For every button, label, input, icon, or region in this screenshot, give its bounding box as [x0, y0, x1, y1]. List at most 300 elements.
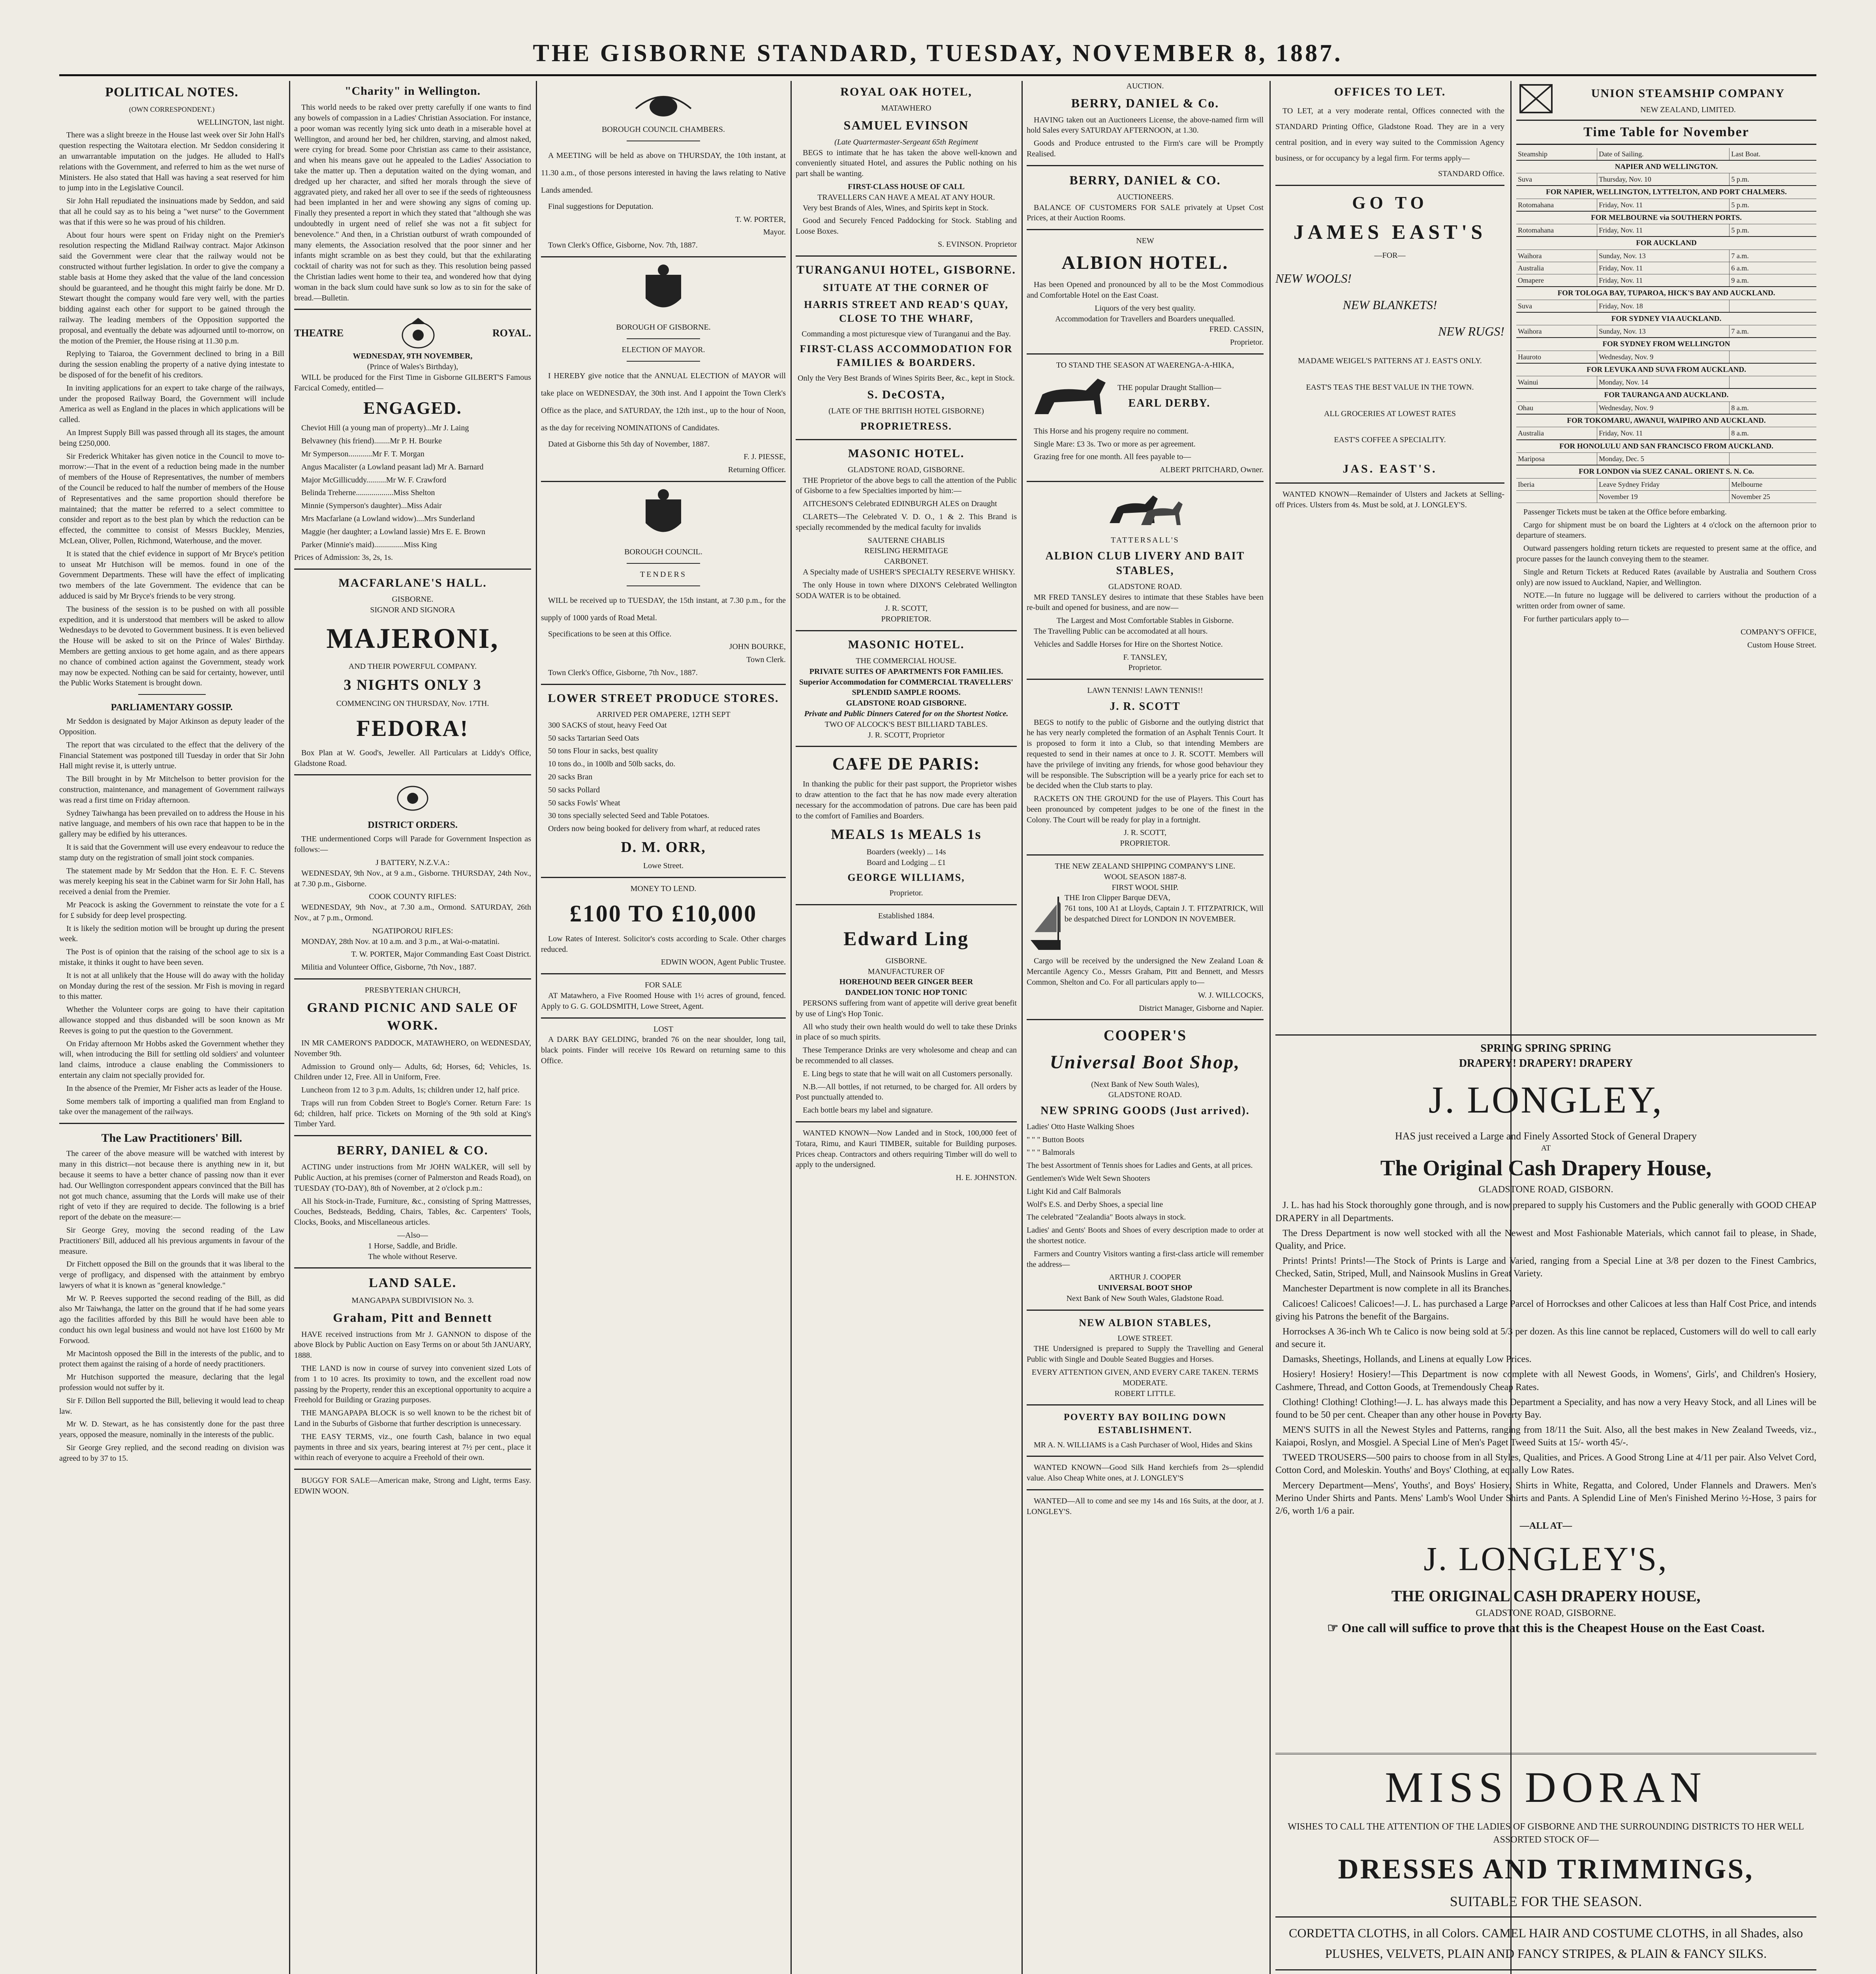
berry-text: HAVING taken out an Auctioneers License, the above-named firm will hold Sales every SATURDAY AFTERNOON, at 1.30.: [1027, 115, 1264, 135]
paragraph: In inviting applications for an expert to take charge of the railways, under the proposed Railway Board, the Government will include America as well as England in the places in which applications will be called.: [59, 383, 284, 424]
stores-title: LOWER STREET PRODUCE STORES.: [548, 691, 779, 705]
stock-item: 50 tons Flour in sacks, best quality: [548, 747, 658, 756]
hotel-title: TURANGANUI HOTEL, GISBORNE.: [796, 263, 1016, 276]
longley-paragraph: Prints! Prints! Prints!—The Stock of Prints is Large and Varied, ranging from a Special Line at 3/8 per dozen to the Finest Cambrics, Checked, Satin, Striped, Mull, and Nainsook Muslins in Great Variety.: [1275, 1256, 1816, 1279]
specialty: CLARETS—The Celebrated V. D. O., 1 & 2. This Brand is specially recommended by the medical faculty for invalids: [796, 512, 1017, 532]
owner-title: PROPRIETOR.: [881, 615, 931, 624]
paragraph: Sir F. Dillon Bell supported the Bill, believing it would lead to cheap law.: [59, 1396, 284, 1416]
wine-line: SAUTERNE CHABLIS: [868, 536, 945, 545]
original-line: The Original Cash Drapery House,: [1380, 1156, 1712, 1181]
vehicles-line: Vehicles and Saddle Horses for Hire on the Shortest Notice.: [1034, 640, 1223, 649]
divider: [1027, 1019, 1264, 1020]
longley-paragraph: The Dress Department is now well stocked with all the Newest and Most Fashionable Materials, which cannot fail to please, in Shade, Quality, and Price.: [1275, 1228, 1816, 1251]
poverty-title: POVERTY BAY BOILING DOWN ESTABLISHMENT.: [1064, 1412, 1226, 1435]
private-dinners: Private and Public Dinners Catered for on the Shortest Notice.: [804, 709, 1008, 719]
madame-line: MADAME WEIGEL'S PATTERNS AT J. EAST'S ONLY.: [1298, 357, 1482, 366]
longley-body: [1275, 1199, 1816, 1517]
owner-late: (LATE OF THE BRITISH HOTEL GISBORNE): [828, 406, 984, 415]
theatre-sub: (Prince of Wales's Birthday),: [367, 362, 458, 372]
shoe-item: Ladies' Otto Haste Walking Shoes: [1027, 1122, 1134, 1131]
timetable-header-row: [1516, 148, 1816, 160]
timetable-notes: [1516, 507, 1816, 625]
column-seven: [1516, 81, 1816, 1028]
est-line: Established 1884.: [878, 912, 935, 921]
product-line: DANDELION TONIC HOP TONIC: [845, 988, 967, 997]
signature-title: Town Clerk.: [746, 655, 786, 664]
cast-line: Major McGillicuddy..........Mr W. F. Crawford: [301, 475, 447, 484]
timetable-dest-row: [1516, 465, 1816, 478]
longley-paragraph: MEN'S SUITS in all the Newest Styles and Patterns, ranging from 18/11 the Suit. Also, all the best makes in New Zealand Tweeds, viz., Kaiapoi, Roslyn, and Mosgiel. A Special Line of Men's Paget Tweed Suits at 15/- worth 45/-.: [1275, 1424, 1816, 1448]
divider: [796, 904, 1017, 905]
owner-name: J. R. SCOTT,: [885, 604, 928, 613]
timetable-dest-row: [1516, 312, 1816, 325]
picnic-title: GRAND PICNIC AND SALE OF WORK.: [307, 1000, 518, 1033]
corps-name: J BATTERY, N.Z.V.A.:: [376, 858, 450, 867]
column-rule: [289, 81, 290, 1974]
spring-row: [1275, 1041, 1816, 1056]
owner-late: (Late Quartermaster-Sergeant 65th Regiment: [834, 137, 978, 146]
wine-line: CARBONET.: [884, 557, 928, 566]
paragraph: Sir Frederick Whitaker has given notice in the Council to move to-morrow:—That in the event of a reduction being made in the number of members of the House of Representatives, the number of members of the Council be reduced to half the number of members of the House of Representatives and the same proportion should therefore be maintained; that the matter be referred to a select committee to consider and report as to the best plan by which the reduction can be effected, the committee to consist of Messrs Buckley, Menzies, McLean, Oliver, Pollen, Richmond, Waterhouse, and the mover.: [59, 452, 284, 545]
timetable-cell: Thursday, Nov. 10: [1597, 173, 1730, 186]
only-line: Only the Very Best Brands of Wines Spirits Beer, &c., kept in Stock.: [798, 373, 1015, 383]
timetable-cell: November 19: [1597, 490, 1730, 503]
situate-line: SITUATE AT THE CORNER OF: [823, 282, 990, 294]
owner-name: GEORGE WILLIAMS,: [847, 872, 965, 884]
paragraph: It is likely the sedition motion will be brought up during the present week.: [59, 924, 284, 944]
usc-header: [1516, 81, 1816, 116]
paragraph: Whether the Volunteer corps are going to have their capitation allowance stopped and thus disbanded will be soon known as Mr Reeves is going to put the question to the Government.: [59, 1005, 284, 1035]
paragraph: Mr Macintosh opposed the Bill in the interests of the public, and to protect them against the raising of a horde of needy practitioners.: [59, 1349, 284, 1369]
every-line: EVERY ATTENTION GIVEN, AND EVERY CARE TAKEN. TERMS MODERATE.: [1031, 1368, 1259, 1387]
meals-line: MEALS 1s MEALS 1s: [831, 826, 982, 842]
traps-text: Traps will run from Cobden Street to Bogle's Corner. Return Fare: 1s 6d; children, half price. Tickets on Morning of the 9th sold at King's Timber Yard.: [294, 1098, 531, 1129]
tenders-text: WILL be received up to TUESDAY, the 15th instant, at 7.30 p.m., for the supply of 1000 yards of Road Metal.: [541, 596, 786, 622]
office-line: Militia and Volunteer Office, Gisborne, 7th Nov., 1887.: [301, 963, 477, 972]
berry-title: BERRY, DANIEL & Co.: [1071, 96, 1219, 110]
cast-line: Belvawney (his friend)........Mr P. H. Bourke: [301, 437, 442, 446]
ling-text: All who study their own health would do well to take these Drinks in place of so much spirits.: [796, 1022, 1017, 1042]
signature: W. J. WILLCOCKS,: [1198, 991, 1264, 1000]
first-class: FIRST-CLASS HOUSE OF CALL: [848, 182, 965, 191]
divider: [627, 338, 700, 339]
tenders-title: TENDERS: [640, 570, 687, 579]
stallion-name: EARL DERBY.: [1128, 397, 1211, 410]
ling-text: PERSONS suffering from want of appetite will derive great benefit by use of Ling's Hop Tonic.: [796, 999, 1017, 1018]
col-header: Steamship: [1516, 148, 1597, 160]
owner-name: SAMUEL EVINSON: [843, 118, 969, 132]
timetable-row: [1516, 250, 1816, 262]
divider: [541, 877, 786, 878]
board-line: Board and Lodging ... £1: [866, 858, 946, 867]
pointing-hand-icon: ☞: [1327, 1621, 1339, 1635]
timetable-cell: Monday, Nov. 14: [1597, 376, 1730, 389]
hotel-addr: GLADSTONE ROAD, GISBORNE.: [847, 465, 965, 474]
section-title: "Charity" in Wellington.: [344, 84, 481, 98]
suitable-line: SUITABLE FOR THE SEASON.: [1450, 1893, 1642, 1910]
blankets-line: NEW BLANKETS!: [1343, 298, 1437, 312]
ship-icon: [1027, 893, 1061, 956]
next-line: (Next Bank of New South Wales),: [1091, 1080, 1199, 1089]
church-name: PRESBYTERIAN CHURCH,: [364, 986, 461, 995]
borough-title: BOROUGH OF GISBORNE.: [616, 323, 711, 332]
col-header: Date of Sailing.: [1597, 148, 1730, 160]
paragraph: Mr Hutchison supported the measure, declaring that the legal profession would not suffer by it.: [59, 1373, 284, 1392]
timetable-dest-row: [1516, 414, 1816, 427]
longley-title: J. LONGLEY,: [1428, 1079, 1664, 1121]
timetable-row: [1516, 376, 1816, 389]
groceries-line: ALL GROCERIES AT LOWEST RATES: [1324, 409, 1456, 418]
timetable-cell: Rotomahana: [1516, 224, 1597, 237]
paragraph: About four hours were spent on Friday night on the Premier's resolution respecting the Midland Railway contract. Major Atkinson said the Government were clear that the railway would not be constructed without further legislation. In order to give the company a stable basis at Home they asked that the value of the land concession should be guaranteed, and he thought this might fairly be done. Mr D. Stewart thought the company would fare very well, with the parties bidding against each other for support to be gained through the railway. The leading members of the Opposition supported the proposal, and eventually the debate was adjourned until to-morrow, on the motion of the Premier, the House rising at 11.30 p.m.: [59, 231, 284, 345]
cast-line: Maggie (her daughter; a Lowland lassie) Mrs E. E. Brown: [301, 527, 485, 536]
boarders-line: Boarders (weekly) ... 14s: [866, 847, 946, 856]
firstwool-line: FIRST WOOL SHIP.: [1112, 883, 1179, 892]
signature-title: Returning Officer.: [728, 465, 786, 475]
paragraph: Sir George Grey replied, and the second reading on division was agreed to by 37 to 15.: [59, 1443, 284, 1463]
timetable-cell: Suva: [1516, 173, 1597, 186]
land-sub: MANGAPAPA SUBDIVISION No. 3.: [351, 1296, 474, 1305]
paragraph: It is said that the Government will use every endeavour to reduce the stamp duty on the registration of small joint stock companies.: [59, 843, 284, 862]
picnic-text: IN MR CAMERON'S PADDOCK, MATAWHERO, on WEDNESDAY, November 9th.: [294, 1038, 531, 1058]
divider: [541, 684, 786, 685]
timetable-cell: Wednesday, Nov. 9: [1597, 351, 1730, 363]
timetable-destination: FOR SYDNEY VIA AUCKLAND.: [1516, 312, 1816, 325]
specialty: A Specialty made of USHER'S SPECIALTY RESERVE WHISKY.: [803, 567, 1015, 576]
usc-sub: NEW ZEALAND, LIMITED.: [1640, 105, 1736, 114]
hall-title: MACFARLANE'S HALL.: [338, 576, 487, 590]
divider: [627, 563, 700, 564]
cast-line: Angus Macalister (a Lowland peasant lad) Mr A. Barnard: [301, 462, 484, 471]
dateline: WELLINGTON, last night.: [197, 118, 284, 127]
divider: [627, 361, 700, 362]
paragraph: The report that was circulated to the effect that the delivery of the Financial Statement was postponed till Tuesday in order that Sir John Hall might revise it, is utterly untrue.: [59, 740, 284, 771]
divider: [294, 1267, 531, 1268]
usc-title: UNION STEAMSHIP COMPANY: [1591, 86, 1785, 100]
timetable-cell: Friday, Nov. 11: [1597, 274, 1730, 287]
chambers-title: BOROUGH COUNCIL CHAMBERS.: [601, 125, 725, 134]
tennis-text: RACKETS ON THE GROUND for the use of Players. This Court has been pronounced by competent judges to be one of the finest in the Colony. The Court will be ready for play in a fortnight.: [1027, 794, 1264, 824]
stock-item: 50 sacks Pollard: [548, 785, 600, 794]
stock-item: 300 SACKS of stout, heavy Feed Oat: [548, 721, 667, 730]
divider: [796, 746, 1017, 747]
divider: [1027, 1489, 1264, 1490]
paragraph: On Friday afternoon Mr Hobbs asked the Government whether they will, when introducing the Bill for settling old soldiers' and volunteer land claims, introduce a clause enabling the Commissioners to entertain any claim not specially provided for.: [59, 1039, 284, 1080]
timetable: [1516, 148, 1816, 503]
timetable-destination: NAPIER AND WELLINGTON.: [1516, 160, 1816, 173]
offices-text: TO LET, at a very moderate rental, Offices connected with the STANDARD Printing Office, Gladstone Road. They are in a very central position, and in every way suited to the Commission Agency business, or for occupancy by a legal firm. For terms apply—: [1275, 107, 1504, 163]
timetable-cell: 6 a.m.: [1730, 262, 1816, 274]
albion-club-title: ALBION CLUB LIVERY AND BAIT STABLES,: [1045, 550, 1245, 577]
addr-line: GLADSTONE ROAD, GISBORNE.: [1476, 1608, 1616, 1619]
timetable-dest-row: [1516, 160, 1816, 173]
signature: JOHN BOURKE,: [729, 642, 786, 651]
manuf-line: MANUFACTURER OF: [868, 967, 945, 976]
timetable-row: [1516, 402, 1816, 414]
divider: [1275, 1916, 1816, 1918]
timetable-cell: [1516, 490, 1597, 503]
drapery-row: [1275, 1056, 1816, 1071]
spring-goods: NEW SPRING GOODS (Just arrived).: [1040, 1105, 1250, 1117]
longley-paragraph: Manchester Department is now complete in all its Branches.: [1283, 1283, 1512, 1294]
cast-list: [294, 423, 531, 550]
specialty: The only House in town where DIXON'S Celebrated Wellington SODA WATER is to be obtained.: [796, 580, 1017, 600]
hotel-title: MASONIC HOTEL.: [848, 638, 965, 651]
divider: [1027, 854, 1264, 856]
wanted-ad: WANTED KNOWN—Remainder of Ulsters and Jackets at Selling-off Prices. Ulsters from 4s. Must be sold, at J. LONGLEY'S.: [1275, 490, 1504, 510]
road-line: GLADSTONE ROAD.: [1108, 1090, 1182, 1100]
good-line: Good and Securely Fenced Paddocking for Stock. Stabling and Loose Boxes.: [796, 216, 1017, 236]
new-line: NEW: [1136, 236, 1154, 246]
owner-name: ROBERT LITTLE.: [1114, 1389, 1176, 1398]
column-two: [294, 81, 531, 1974]
note: For further particulars apply to—: [1523, 614, 1629, 623]
paragraph: The Bill brought in by Mr Mitchelson to better provision for the construction, maintenance, and management of Government railways was read a first time on Friday afternoon.: [59, 775, 284, 805]
owner-name: J. R. SCOTT,: [1124, 828, 1166, 837]
wanted-ad: WANTED—All to come and see my 14s and 16s Suits, at the door, at J. LONGLEY'S.: [1027, 1497, 1264, 1516]
signors: SIGNOR AND SIGNORA: [370, 606, 455, 615]
column-rule: [1269, 81, 1271, 1974]
article-body: [294, 102, 531, 303]
timetable-destination: FOR HONOLULU AND SAN FRANCISCO FROM AUCKLAND.: [1516, 440, 1816, 453]
signature: STANDARD Office.: [1438, 169, 1504, 178]
deva-title: THE Iron Clipper Barque DEVA,: [1064, 893, 1170, 903]
timetable-cell: 8 a.m.: [1730, 402, 1816, 414]
stallion-block: [1027, 371, 1264, 426]
ling-text: These Temperance Drinks are very wholesome and cheap and can be recommended to all classes.: [796, 1046, 1017, 1066]
cordetta-text: CORDETTA CLOTHS, in all Colors. CAMEL HAIR AND COSTUME CLOTHS, in all Shades, also PLUSHES, VELVETS, PLAIN AND FANCY STRIPES, & PLAIN & FANCY SILKS.: [1288, 1926, 1803, 1961]
cast-line: Mr Symperson............Mr F. T. Morgan: [301, 450, 424, 459]
paragraph: The business of the session is to be pushed on with all possible expedition, and it is understood that members will be asked to allow Wednesdays to be devoted to Government business. It is even believed the House will be asked to sit on the Prince of Wales' Birthday. Members are getting anxious to get home again, and as there appears no chance of combined action against the Government, steady work may now be expected. Nothing can be said for certainty, however, until the Public Works Statement is brought down.: [59, 604, 284, 688]
hall-place: GISBORNE.: [392, 595, 434, 604]
owner-name: ARTHUR J. COOPER: [1109, 1273, 1181, 1282]
admission-text: Admission to Ground only— Adults, 6d; Horses, 6d; Vehicles, 1s. Children under 12, Free. All in Uniform, Free.: [294, 1062, 531, 1082]
divider: [294, 978, 531, 979]
wool-line: WOOL SEASON 1887-8.: [1104, 872, 1187, 881]
money-amount: £100 TO £10,000: [569, 901, 757, 927]
paragraph: This world needs to be raked over pretty carefully if one wants to find any bowels of compassion in a Ladies' Christian Association. For instance, a poor woman was recently lying sick unto death in a miserable hovel at Wellington, and around her bed, her children, starving, and almost naked, were crying for bread. Some poor Christian ass came to their assistance, and when his means gave out he appealed to the Ladies' Association to take the matter up. Then a deputation waited on the dying woman, and dredged up her character, and sifted her morals through the sieve of aggravated piety, and raked her all over to see if the seeds of righteousness had been implanted in her and were showing any signs of coming up. Finally they presented a report in which they stated that "although she was undoubtedly in urgent need of relief she was not a fit subject for benevolence." And then, in a Christian outburst of wrath compounded of many elements, the Association resolved that the poor sinner and her infants might scramble on as best they could, but that the exhilarating cocktail of charity was not for such as they. This resolution being passed the Christian ladies went home to their tea, and wondered how that dying woman in the back slum could have sunk so low as to sin for the sake of bread.—Bulletin.: [294, 103, 531, 302]
stock-item: 20 sacks Bran: [548, 772, 593, 781]
divider: [1027, 1310, 1264, 1311]
timetable-title: Time Table for November: [1516, 120, 1816, 145]
land-title: LAND SALE.: [368, 1276, 457, 1291]
owner-title: PROPRIETOR.: [1120, 839, 1170, 848]
nzship-title: THE NEW ZEALAND SHIPPING COMPANY'S LINE.: [1055, 862, 1236, 871]
dated-line: Dated at Gisborne this 5th day of November, 1887.: [548, 439, 710, 448]
divider: [1027, 1456, 1264, 1457]
section-title: The Law Practitioners' Bill.: [101, 1131, 242, 1145]
scott-name: J. R. SCOTT: [1110, 700, 1181, 713]
prices: Prices of Admission: 3s, 2s, 1s.: [294, 553, 393, 562]
theatre-text: WILL be produced for the First Time in Gisborne GILBERT'S Famous Farcical Comedy, entitled—: [294, 373, 531, 392]
horses-icon: [1106, 488, 1185, 531]
section-title: POLITICAL NOTES.: [105, 85, 238, 99]
timetable-cell: Omapere: [1516, 274, 1597, 287]
borough-arms-icon: [630, 263, 697, 318]
paragraph: It is stated that the chief evidence in support of Mr Bryce's petition to unseat Mr Hutchison will be memos. found in one of the Government Departments. These will have the effect of implicating two members of the late Government. The evidence that can be adduced is said by Mr Bryce's friends to be very strong.: [59, 549, 284, 600]
divider: [541, 1017, 786, 1019]
longley-paragraph: Damasks, Sheetings, Hollands, and Linens at equally Low Prices.: [1283, 1354, 1532, 1365]
paragraph: Sir John Hall repudiated the insinuations made by Seddon, and said that all he could say as to his being a "wet nurse" to the Government was that if this were so he was proud of his children.: [59, 197, 284, 227]
specialty: AITCHESON'S Celebrated EDINBURGH ALES on Draught: [803, 499, 997, 509]
paragraph: Dr Fitchett opposed the Bill on the grounds that it was liberal to the verge of profligacy, and dispensed with the attainment by embryo lawyers of what it is known as "general knowledge.": [59, 1260, 284, 1290]
lost-text: A DARK BAY GELDING, branded 76 on the near shoulder, long tail, black points. Finder will receive 10s Reward on returning same to this Office.: [541, 1035, 786, 1065]
largest-line: The Largest and Most Comfortable Stables in Gisborne.: [1056, 616, 1234, 625]
liquors-line: Liquors of the very best quality.: [1095, 304, 1196, 313]
forsale-text: AT Matawhero, a Five Roomed House with 1½ acres of ground, fenced. Apply to G. G. GOLDSMITH, Lowe Street, Agent.: [541, 991, 786, 1011]
land-body: [294, 1363, 531, 1463]
lawn-title: LAWN TENNIS! LAWN TENNIS!!: [1087, 686, 1203, 695]
divider: [541, 973, 786, 974]
auction-title: AUCTION.: [1126, 82, 1164, 90]
longley-intro: HAS just received a Large and Finely Assorted Stock of General Drapery: [1395, 1130, 1697, 1142]
timetable-row: [1516, 452, 1816, 465]
hotel-text: THE Proprietor of the above begs to call the attention of the Public of Gisborne to a few Specialties imported by him:—: [796, 476, 1017, 495]
commanding-line: Commanding a most picturesque view of Turanganui and the Bay.: [802, 329, 1011, 338]
timetable-row: [1516, 262, 1816, 274]
signature: T. W. PORTER,: [735, 215, 786, 224]
note: Outward passengers holding return tickets are requested to present same at the office, and procure passes for the launch conveying them to the steamer.: [1516, 544, 1816, 563]
divider: [1027, 353, 1264, 355]
byline: (OWN CORRESPONDENT.): [129, 105, 215, 113]
note: Passenger Tickets must be taken at the Office before embarking.: [1523, 507, 1727, 516]
goto-line: GO TO: [1352, 193, 1428, 212]
paragraph: The career of the above measure will be watched with interest by many in this district—not because there is anything new in it, but because it seems to have a better chance of passing now than it ever had. Our Wellington correspondent appears convinced that the Bill has not got much chance, assuming that the Lords will make use of their right of veto if they are required to decide. The following is a brief report of the debate on the measure:—: [59, 1149, 284, 1222]
gladstone-line: GLADSTONE ROAD GISBORNE.: [846, 699, 967, 708]
stock-item: 50 sacks Fowls' Wheat: [548, 798, 620, 807]
farmers-text: Farmers and Country Visitors wanting a first-class article will remember the address—: [1027, 1249, 1264, 1269]
theatre-left: THEATRE: [294, 327, 344, 339]
signature-title: Mayor.: [763, 228, 786, 237]
column-rule: [1022, 81, 1023, 1974]
hotel-title: MASONIC HOTEL.: [848, 447, 965, 460]
stock-list: [541, 720, 786, 821]
buggy-ad: BUGGY FOR SALE—American make, Strong and Light, terms Easy. EDWIN WOON.: [294, 1476, 531, 1496]
longley-paragraph: Hosiery! Hosiery! Hosiery!—This Department is now complete with all Newest Goods, in Womens', Girls', and Children's Hosiery, Cashmere, Thread, and Cotton Goods, at Tremendously Cheap Rates.: [1275, 1369, 1816, 1392]
timetable-cell: 5 p.m.: [1730, 173, 1816, 186]
divider: [796, 439, 1017, 440]
section-title: DISTRICT ORDERS.: [368, 820, 458, 831]
arrived-line: ARRIVED PER OMAPERE, 12TH SEPT: [596, 710, 730, 719]
grazing-text: Grazing free for one month. All fees payable to—: [1034, 452, 1191, 462]
signature: ALBERT PRITCHARD, Owner.: [1160, 465, 1264, 475]
timetable-row: [1516, 199, 1816, 211]
paragraph: Mr W. D. Stewart, as he has consistently done for the past three years, opposed the measure, nominally in the interests of the public.: [59, 1420, 284, 1439]
theatre-right: ROYAL.: [492, 327, 531, 339]
product-line: HOREHOUND BEER GINGER BEER: [839, 978, 973, 987]
wine-line: REISLING HERMITAGE: [864, 546, 948, 555]
ship-block: [1027, 893, 1264, 956]
albion-title: ALBION HOTEL.: [1061, 252, 1229, 273]
meeting-text: A MEETING will be held as above on THURSDAY, the 10th instant, at 11.30 a.m., of those persons interested in having the laws relating to Native Lands amended.: [541, 151, 786, 195]
road-line: GLADSTONE ROAD.: [1108, 582, 1182, 591]
divider: [1275, 1969, 1816, 1970]
cast-line: Belinda Treherne...................Miss Shelton: [301, 488, 435, 497]
timetable-cell: Mariposa: [1516, 452, 1597, 465]
pedigree-text: This Horse and his progeny require no comment.: [1034, 426, 1189, 435]
timetable-cell: 7 a.m.: [1730, 325, 1816, 338]
spec-line: Specifications to be seen at this Office.: [548, 629, 672, 638]
longley-title: J. LONGLEY'S,: [1423, 1540, 1668, 1578]
wanted-ad: WANTED KNOWN—Now Landed and in Stock, 100,000 feet of Totara, Rimu, and Kauri TIMBER, suitable for Building purposes. Prices cheap. Contractors and others requiring Timber will do well to apply to the undersigned.: [796, 1129, 1017, 1169]
signature: FRED. CASSIN,: [1209, 325, 1264, 334]
divider: [796, 1121, 1017, 1122]
travellers-line: TRAVELLERS CAN HAVE A MEAL AT ANY HOUR.: [817, 193, 995, 202]
lowe-line: LOWE STREET.: [1117, 1334, 1173, 1343]
signature: S. EVINSON. Proprietor: [938, 240, 1017, 249]
paragraph: Sydney Taiwhanga has been prevailed on to address the House in his native language, and members of his own race that happen to be in the gallery may be edified by his utterances.: [59, 809, 284, 839]
longley-paragraph: J. L. has had his Stock thoroughly gone through, and is now prepared to supply his Customers and the Public generally with GOOD CHEAP DRAPERY in all Departments.: [1275, 1200, 1816, 1223]
orders-line: Orders now being booked for delivery from wharf, at reduced rates: [548, 824, 761, 833]
column-six: [1275, 81, 1504, 1028]
timetable-dest-row: [1516, 338, 1816, 351]
timetable-cell: 5 p.m.: [1730, 199, 1816, 211]
timetable-row: [1516, 325, 1816, 338]
stand-line: TO STAND THE SEASON AT WAERENGA-A-HIKA,: [1056, 361, 1234, 370]
corps-text: MONDAY, 28th Nov. at 10 a.m. and 3 p.m., at Wai-o-matatini.: [301, 937, 500, 946]
timetable-destination: FOR LEVUKA AND SUVA FROM AUCKLAND.: [1516, 363, 1816, 376]
timetable-destination: FOR AUCKLAND: [1516, 236, 1816, 250]
timetable-cell: Sunday, Nov. 13: [1597, 325, 1730, 338]
article-body: [59, 130, 284, 689]
nights-line: 3 NIGHTS ONLY 3: [344, 677, 482, 694]
billiards-line: TWO OF ALCOCK'S BEST BILLIARD TABLES.: [824, 720, 988, 729]
timetable-cell: 5 p.m.: [1730, 224, 1816, 237]
timetable-cell: Wednesday, Nov. 9: [1597, 402, 1730, 414]
shoe-item: The best Assortment of Tennis shoes for Ladies and Gents, at all prices.: [1027, 1161, 1253, 1170]
timetable-cell: Waihora: [1516, 325, 1597, 338]
house-line: THE ORIGINAL CASH DRAPERY HOUSE,: [1391, 1587, 1701, 1605]
election-text: I HEREBY give notice that the ANNUAL ELECTION of MAYOR will take place on WEDNESDAY, the 30th inst. And I appoint the Town Clerk's Office as the place, and SATURDAY, the 12th inst., up to the hour of Noon, as the day for receiving NOMINATIONS of Candidates.: [541, 371, 786, 432]
stables-title: NEW ALBION STABLES,: [1079, 1317, 1211, 1329]
paragraph: Mr Peacock is asking the Government to reinstate the vote for a £ for £ subsidy for deep level prospecting.: [59, 901, 284, 920]
timetable-dest-row: [1516, 363, 1816, 376]
section-title: PARLIAMENTARY GOSSIP.: [111, 702, 233, 713]
divider: [294, 1135, 531, 1136]
williams-text: MR A. N. WILLIAMS is a Cash Purchaser of Wool, Hides and Skins: [1034, 1440, 1253, 1449]
tattersall-title: TATTERSALL'S: [1111, 536, 1179, 544]
masthead: THE GISBORNE STANDARD, TUESDAY, NOVEMBER 8, 1887.: [533, 40, 1343, 67]
timetable-cell: Friday, Nov. 11: [1597, 427, 1730, 440]
balance-text: BALANCE OF CUSTOMERS FOR SALE privately at Upset Cost Prices, at their Auction Rooms.: [1027, 203, 1264, 223]
borough-crest-icon: [628, 85, 699, 120]
timetable-cell: Waihora: [1516, 250, 1597, 262]
longley-paragraph: Horrockses A 36-inch Wh te Calico is now being sold at 5/3 per dozen. As this line cannot be replaced, Customers will do well to call early and secure it.: [1275, 1326, 1816, 1350]
for-line: —FOR—: [1374, 251, 1406, 260]
majeroni-title: MAJERONI,: [326, 623, 499, 655]
shop-name: UNIVERSAL BOOT SHOP: [1098, 1283, 1192, 1293]
rugs-line: NEW RUGS!: [1438, 324, 1504, 339]
auctioneers-line: AUCTIONEERS.: [1117, 192, 1174, 201]
timetable-cell: Friday, Nov. 11: [1597, 224, 1730, 237]
divider: [1027, 679, 1264, 680]
berry-text: Goods and Produce entrusted to the Firm's care will be Promptly Realised.: [1027, 139, 1264, 159]
divider: [1275, 482, 1504, 484]
corps-text: WEDNESDAY, 9th Nov., at 9 a.m., Gisborne. THURSDAY, 24th Nov., at 7.30 p.m., Gisborne.: [294, 869, 531, 888]
column-political-notes: [59, 81, 284, 1974]
signature: F. J. PIESSE,: [744, 452, 786, 462]
divider: [627, 585, 700, 586]
tansley-text: MR FRED TANSLEY desires to intimate that these Stables have been re-built and opened for business, and are now—: [1027, 593, 1264, 612]
allat-line: —ALL AT—: [1519, 1521, 1572, 1531]
ling-text: E. Ling begs to state that he will wait on all Customers personally.: [803, 1069, 1012, 1078]
paragraph: Mr W. P. Reeves supported the second reading of the Bill, as did also Mr Taiwhanga, the latter on the ground that if he had some years ago the facilities afforded by this Bill he would have been able to conduct his own legal business and would not have lost £1600 by Mr Forwood.: [59, 1294, 284, 1345]
owner-title: Proprietor.: [1128, 663, 1162, 672]
offices-title: OFFICES TO LET.: [1334, 85, 1446, 98]
divider: [294, 1469, 531, 1470]
corps-text: WEDNESDAY, 9th Nov., at 7.30 a.m., Ormond. SATURDAY, 26th Nov., at 7 p.m., Ormond.: [294, 903, 531, 923]
stock-item: 10 tons do., in 100lb and 50lb sacks, do.: [548, 760, 676, 769]
